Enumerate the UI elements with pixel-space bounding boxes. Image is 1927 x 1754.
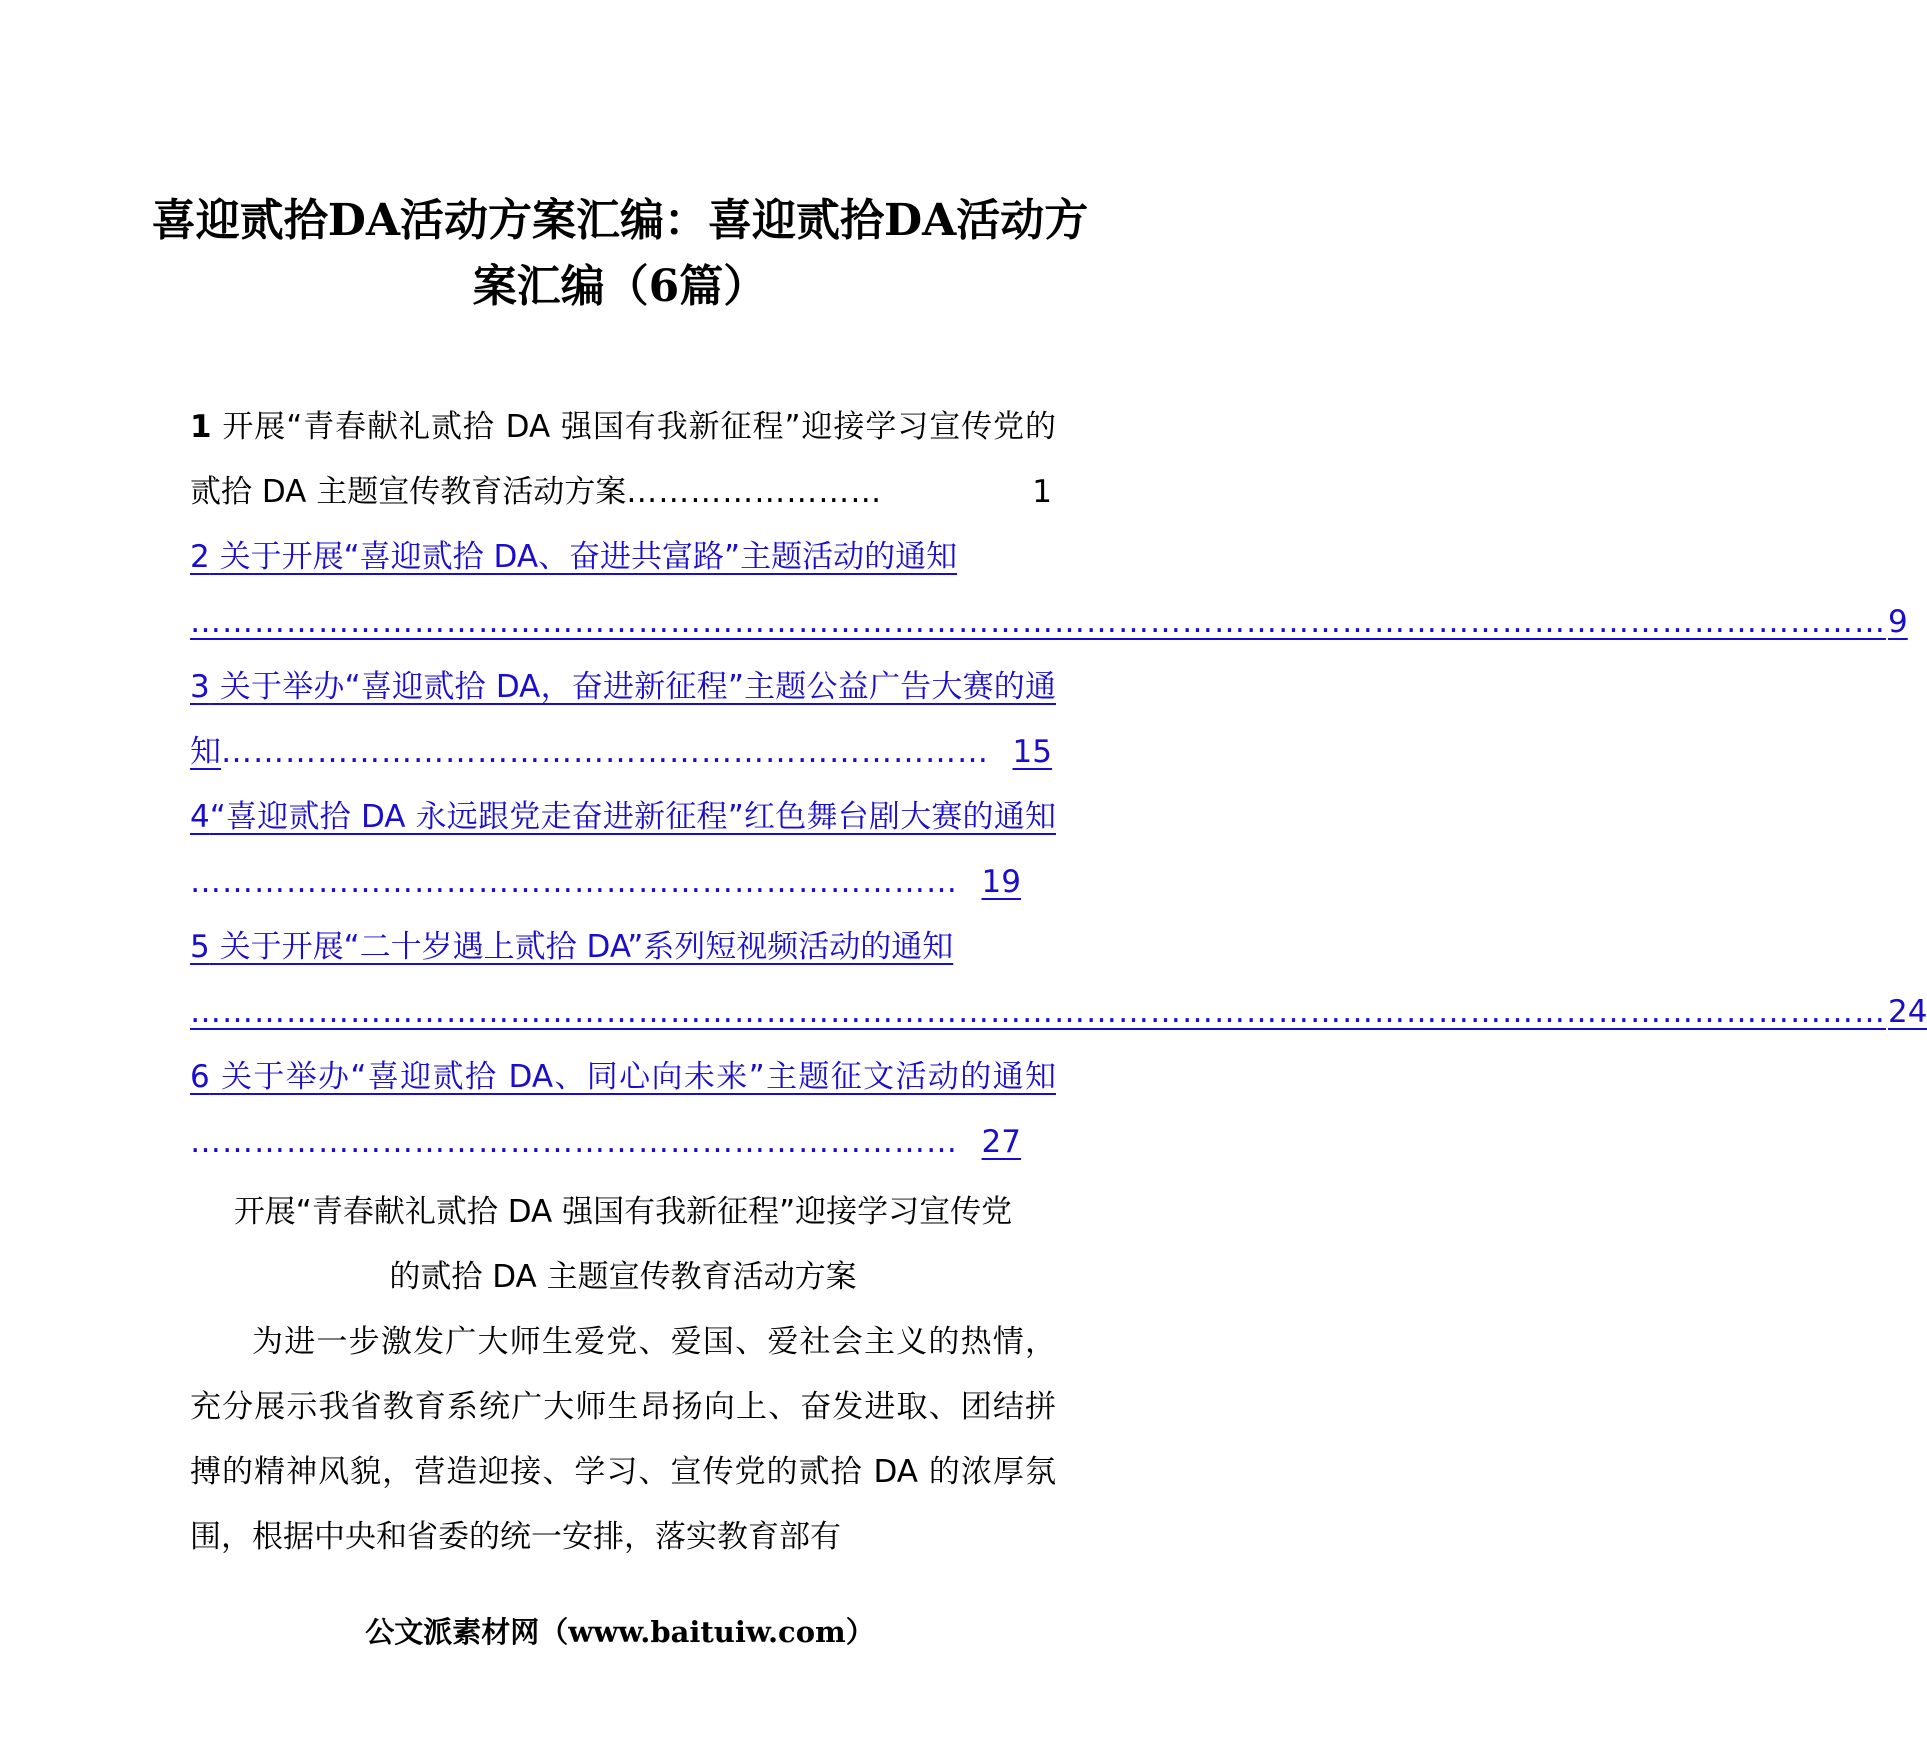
toc-page-number: 24 [1888, 994, 1927, 1030]
toc-page-number: 19 [981, 864, 1021, 900]
document-title: 喜迎贰拾DA活动方案汇编：喜迎贰拾DA活动方案汇编（6篇） [151, 195, 1089, 312]
toc-entry-title: 关于开展“二十岁遇上贰拾 DA”系列短视频活动的通知 [209, 929, 954, 965]
toc-leader-dots: …………………………………………………………………………………………………………………………………………… [190, 994, 1886, 1030]
toc-entry-2[interactable] [190, 525, 1908, 655]
section-heading-line-2: 的贰拾 DA 主题宣传教育活动方案 [389, 1259, 857, 1295]
toc-leader-dots: ……………………………………………………………… [221, 734, 989, 770]
toc-entry-title: 关于举办“喜迎贰拾 DA，奋进新征程”主题公益广告大赛的通知 [190, 669, 1056, 770]
toc-entry-number: 6 [190, 1059, 210, 1095]
toc-page-number: 9 [1888, 604, 1908, 640]
toc-page-number: 27 [981, 1124, 1021, 1160]
toc-entry-5[interactable] [190, 915, 1927, 1045]
toc-entry-title: “喜迎贰拾 DA 永远跟党走奋进新征程”红色舞台剧大赛的通知 [209, 799, 1056, 835]
section-heading [190, 1180, 1056, 1310]
toc-entry-1[interactable] [190, 395, 1056, 525]
toc-entry-number: 1 [190, 409, 212, 445]
toc-entry-title: 关于举办“喜迎贰拾 DA、同心向未来”主题征文活动的通知 [209, 1059, 1056, 1095]
toc-leader-dots: ……………………………………………………………… [190, 1124, 958, 1160]
toc-page-number: 1 [1032, 474, 1052, 510]
toc-leader-dots: …………………………………………………………………………………………………………………………………………… [190, 604, 1886, 640]
toc-entry-number: 4 [190, 799, 210, 835]
toc-entry-title: 开展“青春献礼贰拾 DA 强国有我新征程”迎接学习宣传党的贰拾 DA 主题宣传教育活动方案 [190, 409, 1056, 510]
toc-entry-number: 5 [190, 929, 210, 965]
table-of-contents [190, 395, 1927, 1175]
toc-entry-title: 关于开展“喜迎贰拾 DA、奋进共富路”主题活动的通知 [209, 539, 958, 575]
toc-leader-dots: …………………… [626, 474, 883, 510]
section-heading-line-1: 开展“青春献礼贰拾 DA 强国有我新征程”迎接学习宣传党 [233, 1194, 1013, 1230]
toc-entry-number: 2 [190, 539, 210, 575]
footer-source: 公文派素材网（www.baituiw.com） [365, 1615, 875, 1649]
toc-entry-3[interactable] [190, 655, 1056, 785]
toc-entry-number: 3 [190, 669, 210, 705]
body-paragraph: 为进一步激发广大师生爱党、爱国、爱社会主义的热情，充分展示我省教育系统广大师生昂扬向上、奋发进取、团结拼搏的精神风貌，营造迎接、学习、宣传党的贰拾 DA 的浓厚氛围，根据中央和省委的统一安排，落实教育部有 [190, 1324, 1056, 1555]
toc-leader-dots: ……………………………………………………………… [190, 864, 958, 900]
toc-entry-6[interactable] [190, 1045, 1056, 1175]
toc-entry-4[interactable] [190, 785, 1056, 915]
toc-page-number: 15 [1012, 734, 1052, 770]
